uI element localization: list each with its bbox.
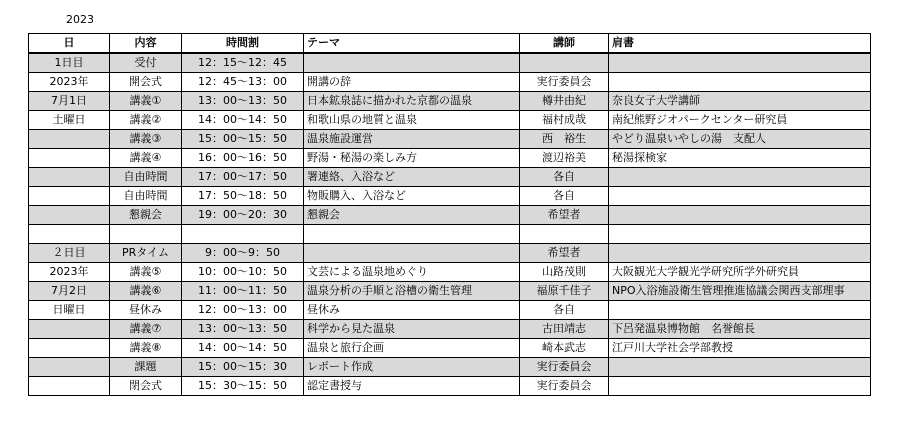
cell-theme [304, 53, 520, 73]
table-row [29, 73, 871, 92]
cell-lecturer: 樽井由紀 [520, 92, 609, 111]
table-row [29, 377, 871, 396]
cell-day: 2023年 [29, 263, 110, 282]
cell-time: 13：00〜13：50 [182, 92, 304, 111]
header-lecturer: 講師 [520, 34, 609, 54]
cell-lecturer [520, 53, 609, 73]
cell-content: 課題 [110, 358, 182, 377]
cell-theme: 野湯・秘湯の楽しみ方 [304, 149, 520, 168]
cell-day: 日曜日 [29, 301, 110, 320]
cell-content [110, 225, 182, 244]
table-row [29, 149, 871, 168]
schedule-body [29, 53, 871, 396]
table-row [29, 263, 871, 282]
table-row [29, 282, 871, 301]
cell-lecturer: 山路茂則 [520, 263, 609, 282]
cell-time: 12：00〜13：00 [182, 301, 304, 320]
cell-title: 奈良女子大学講師 [609, 92, 871, 111]
cell-theme: 温泉と旅行企画 [304, 339, 520, 358]
cell-time: 19：00〜20：30 [182, 206, 304, 225]
cell-title [609, 358, 871, 377]
header-time: 時間割 [182, 34, 304, 54]
cell-theme: 開講の辞 [304, 73, 520, 92]
cell-time: 17：50〜18：50 [182, 187, 304, 206]
cell-content: 講義④ [110, 149, 182, 168]
table-row [29, 301, 871, 320]
cell-theme: 認定書授与 [304, 377, 520, 396]
cell-title [609, 187, 871, 206]
cell-day: 7月1日 [29, 92, 110, 111]
cell-day: 土曜日 [29, 111, 110, 130]
cell-theme: 温泉施設運営 [304, 130, 520, 149]
schedule-table [28, 33, 871, 396]
cell-day: 7月2日 [29, 282, 110, 301]
table-row [29, 111, 871, 130]
cell-theme [304, 225, 520, 244]
header-theme: テーマ [304, 34, 520, 54]
table-row [29, 187, 871, 206]
header-content: 内容 [110, 34, 182, 54]
cell-time: 12：15〜12：45 [182, 53, 304, 73]
cell-lecturer: 実行委員会 [520, 358, 609, 377]
header-row [29, 34, 871, 54]
table-row [29, 244, 871, 263]
cell-time: 17：00〜17：50 [182, 168, 304, 187]
cell-time [182, 225, 304, 244]
cell-day [29, 358, 110, 377]
table-row [29, 168, 871, 187]
cell-title: 下呂発温泉博物館 名誉館長 [609, 320, 871, 339]
cell-time: 14：00〜14：50 [182, 111, 304, 130]
cell-day [29, 320, 110, 339]
cell-day [29, 187, 110, 206]
cell-content: 講義⑧ [110, 339, 182, 358]
cell-day [29, 168, 110, 187]
cell-lecturer [520, 225, 609, 244]
table-row [29, 206, 871, 225]
cell-day: 2023年 [29, 73, 110, 92]
cell-time: 11：00〜11：50 [182, 282, 304, 301]
header-day: 日 [29, 34, 110, 54]
cell-theme: 温泉分析の手順と浴槽の衛生管理 [304, 282, 520, 301]
cell-content: 講義① [110, 92, 182, 111]
cell-theme: 和歌山県の地質と温泉 [304, 111, 520, 130]
cell-lecturer: 古田靖志 [520, 320, 609, 339]
cell-theme: レポート作成 [304, 358, 520, 377]
cell-lecturer: 実行委員会 [520, 73, 609, 92]
cell-content: 開会式 [110, 73, 182, 92]
cell-time: 15：00〜15：50 [182, 130, 304, 149]
cell-lecturer: 各自 [520, 301, 609, 320]
cell-lecturer: 福村成哉 [520, 111, 609, 130]
cell-title: 南紀熊野ジオパークセンター研究員 [609, 111, 871, 130]
table-row [29, 130, 871, 149]
cell-lecturer: 各自 [520, 187, 609, 206]
cell-time: 9：00〜9：50 [182, 244, 304, 263]
cell-day [29, 225, 110, 244]
table-row [29, 92, 871, 111]
cell-title [609, 53, 871, 73]
year-caption: 2023 [66, 13, 94, 26]
cell-content: 受付 [110, 53, 182, 73]
cell-time: 12：45〜13：00 [182, 73, 304, 92]
cell-content: 閉会式 [110, 377, 182, 396]
cell-title [609, 244, 871, 263]
cell-title: NPO入浴施設衛生管理推進協議会関西支部理事 [609, 282, 871, 301]
cell-day [29, 206, 110, 225]
header-title: 肩書 [609, 34, 871, 54]
cell-title: 秘湯探検家 [609, 149, 871, 168]
cell-content: PRタイム [110, 244, 182, 263]
cell-day: ２日目 [29, 244, 110, 263]
cell-time: 15：30〜15：50 [182, 377, 304, 396]
cell-content: 自由時間 [110, 187, 182, 206]
table-row [29, 358, 871, 377]
cell-content: 講義⑦ [110, 320, 182, 339]
cell-title: 大阪観光大学観光学研究所学外研究員 [609, 263, 871, 282]
cell-content: 懇親会 [110, 206, 182, 225]
cell-day [29, 149, 110, 168]
cell-content: 講義⑥ [110, 282, 182, 301]
cell-title [609, 168, 871, 187]
table-row [29, 339, 871, 358]
cell-lecturer: 希望者 [520, 206, 609, 225]
table-row [29, 53, 871, 73]
cell-lecturer: 各自 [520, 168, 609, 187]
cell-day [29, 377, 110, 396]
cell-lecturer: 希望者 [520, 244, 609, 263]
cell-theme: 科学から見た温泉 [304, 320, 520, 339]
cell-time: 16：00〜16：50 [182, 149, 304, 168]
cell-time: 15：00〜15：30 [182, 358, 304, 377]
cell-lecturer: 福原千佳子 [520, 282, 609, 301]
cell-title [609, 206, 871, 225]
cell-content: 昼休み [110, 301, 182, 320]
cell-theme: 日本鉱泉誌に描かれた京都の温泉 [304, 92, 520, 111]
cell-lecturer: 崎本武志 [520, 339, 609, 358]
cell-time: 10：00〜10：50 [182, 263, 304, 282]
cell-content: 自由時間 [110, 168, 182, 187]
cell-theme: 文芸による温泉地めぐり [304, 263, 520, 282]
cell-title: やどり温泉いやしの湯 支配人 [609, 130, 871, 149]
cell-time: 13：00〜13：50 [182, 320, 304, 339]
cell-lecturer: 西 裕生 [520, 130, 609, 149]
cell-day [29, 339, 110, 358]
cell-title [609, 73, 871, 92]
cell-content: 講義② [110, 111, 182, 130]
cell-theme: 懇親会 [304, 206, 520, 225]
table-row [29, 320, 871, 339]
table-row [29, 225, 871, 244]
cell-theme: 署連絡、入浴など [304, 168, 520, 187]
cell-content: 講義⑤ [110, 263, 182, 282]
cell-title [609, 301, 871, 320]
cell-title: 江戸川大学社会学部教授 [609, 339, 871, 358]
cell-theme [304, 244, 520, 263]
cell-lecturer: 実行委員会 [520, 377, 609, 396]
cell-theme: 物販購入、入浴など [304, 187, 520, 206]
cell-day: 1日目 [29, 53, 110, 73]
cell-lecturer: 渡辺裕美 [520, 149, 609, 168]
cell-title [609, 377, 871, 396]
cell-theme: 昼休み [304, 301, 520, 320]
cell-content: 講義③ [110, 130, 182, 149]
cell-title [609, 225, 871, 244]
cell-day [29, 130, 110, 149]
cell-time: 14：00〜14：50 [182, 339, 304, 358]
